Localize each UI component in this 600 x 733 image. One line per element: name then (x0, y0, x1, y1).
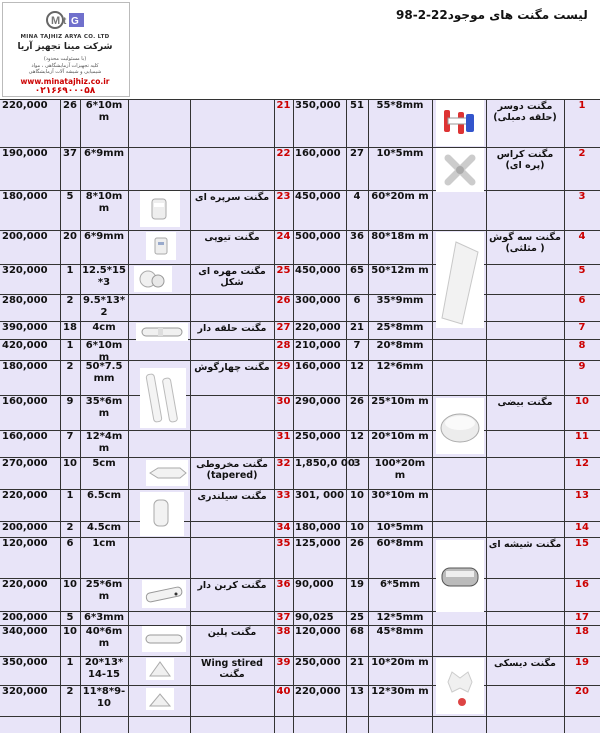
column-divider (432, 99, 433, 733)
size-right: 50*12m m (371, 265, 429, 276)
size-right: 20*10m m (371, 431, 429, 442)
size-left: 35*6m m (85, 396, 123, 419)
index-left: 35 (276, 538, 291, 549)
index-left: 27 (276, 322, 291, 333)
size-left: 1cm (92, 538, 116, 549)
index-left: 37 (276, 612, 291, 623)
count-right: 68 (350, 626, 364, 637)
price-right: 1,850,0 00 (295, 458, 355, 469)
price-table (0, 99, 600, 733)
column-divider (293, 99, 294, 733)
price-left: 340,000 (2, 626, 48, 637)
count-left: 26 (63, 100, 77, 111)
product-name-left: مگنت مهره ای شکل (198, 266, 266, 288)
index-left: 34 (276, 522, 291, 533)
index-left: 30 (276, 396, 291, 407)
count-right: 27 (350, 148, 364, 159)
price-left: 200,000 (2, 612, 48, 623)
product-name-left: Wing stired مگنت (201, 658, 263, 680)
ring-magnet-image (136, 323, 188, 341)
index-right: 18 (575, 626, 589, 637)
tapered-magnet-image (146, 460, 188, 486)
index-left: 24 (276, 231, 291, 242)
size-right: 12*30m m (371, 686, 429, 697)
size-right: 6*5mm (380, 579, 420, 590)
price-left: 160,000 (2, 396, 48, 407)
price-left: 190,000 (2, 148, 48, 159)
capped-magnet-image (140, 191, 180, 227)
column-divider (80, 99, 81, 733)
product-name-left: مگنت سرپره ای (194, 192, 270, 203)
size-right: 60*20m m (371, 191, 429, 202)
price-right: 301, 000 (295, 490, 345, 501)
index-right: 9 (578, 361, 586, 372)
index-right: 2 (578, 148, 586, 159)
size-right: 20*8mm (376, 340, 424, 351)
logo-desc-1: (با مسئولیت محدود) (43, 56, 87, 62)
index-left: 32 (276, 458, 291, 469)
cylindrical-magnet-image (140, 492, 184, 536)
column-divider (564, 99, 565, 733)
svg-text:G: G (71, 16, 79, 27)
size-right: 12*6mm (376, 361, 424, 372)
nut-magnet-image (134, 266, 172, 292)
size-right: 25*10m m (371, 396, 429, 407)
index-right: 6 (578, 295, 586, 306)
count-left: 1 (66, 657, 74, 668)
index-left: 25 (276, 265, 291, 276)
glass-magnet-image (436, 540, 484, 612)
price-right: 450,000 (295, 265, 341, 276)
index-left: 39 (276, 657, 291, 668)
size-left: 12.5*15 *3 (82, 265, 126, 288)
index-right: 8 (578, 340, 586, 351)
count-right: 13 (350, 686, 364, 697)
count-right: 10 (350, 490, 364, 501)
index-left: 23 (276, 191, 291, 202)
count-left: 37 (63, 148, 77, 159)
size-left: 20*13* 14-15 (84, 657, 124, 680)
price-right: 300,000 (295, 295, 341, 306)
size-left: 6*3mm (84, 612, 124, 623)
price-right: 90,025 (295, 612, 334, 623)
count-right: 65 (350, 265, 364, 276)
count-right: 36 (350, 231, 364, 242)
price-left: 320,000 (2, 265, 48, 276)
index-right: 19 (575, 657, 589, 668)
price-right: 450,000 (295, 191, 341, 202)
count-right: 4 (353, 191, 361, 202)
count-left: 18 (63, 322, 77, 333)
price-right: 220,000 (295, 686, 341, 697)
size-right: 10*5mm (376, 522, 424, 533)
count-left: 1 (66, 265, 74, 276)
index-right: 5 (578, 265, 586, 276)
mtg-logo-icon (45, 7, 87, 33)
size-right: 35*9mm (376, 295, 424, 306)
logo-company-fa: شرکت مینا تجهیز آریا (17, 42, 113, 52)
product-name-right: مگنت دیسکی (494, 658, 556, 669)
count-right: 21 (350, 657, 364, 668)
wing-magnet-image-1 (146, 658, 174, 680)
price-right: 160,000 (295, 361, 341, 372)
product-name-right: مگنت دوسر (حلقه دمبلی) (493, 101, 557, 123)
column-divider (274, 99, 275, 733)
count-left: 1 (66, 340, 74, 351)
count-left: 20 (63, 231, 77, 242)
count-left: 6 (66, 538, 74, 549)
index-left: 31 (276, 431, 291, 442)
index-right: 11 (575, 431, 589, 442)
index-left: 28 (276, 340, 291, 351)
count-left: 10 (63, 458, 77, 469)
product-name-right: مگنت سه گوش ( مثلثی) (489, 232, 561, 254)
count-right: 51 (350, 100, 364, 111)
product-name-right: مگنت کراس (پره ای) (496, 149, 554, 171)
price-left: 270,000 (2, 458, 48, 469)
size-left: 25*6m m (85, 579, 123, 602)
size-right: 45*8mm (376, 626, 424, 637)
wing-magnet-image-2 (146, 688, 174, 710)
oval-magnet-image (436, 398, 484, 454)
price-right: 220,000 (295, 322, 341, 333)
size-right: 10*5mm (376, 148, 424, 159)
count-left: 10 (63, 626, 77, 637)
size-left: 4cm (92, 322, 116, 333)
tube-magnet-image (146, 232, 176, 260)
count-right: 21 (350, 322, 364, 333)
price-left: 120,000 (2, 538, 48, 549)
size-right: 12*5mm (376, 612, 424, 623)
price-left: 220,000 (2, 100, 48, 111)
index-right: 20 (575, 686, 589, 697)
index-right: 12 (575, 458, 589, 469)
square-magnet-image (140, 368, 186, 428)
price-right: 180,000 (295, 522, 341, 533)
index-right: 14 (575, 522, 589, 533)
product-name-left: مگنت پلین (207, 627, 257, 638)
index-left: 36 (276, 579, 291, 590)
size-right: 10*20m m (371, 657, 429, 668)
price-right: 350,000 (295, 100, 341, 111)
price-left: 390,000 (2, 322, 48, 333)
price-left: 280,000 (2, 295, 48, 306)
count-right: 19 (350, 579, 364, 590)
count-right: 12 (350, 431, 364, 442)
logo-desc-2: کلیه تجهیزات آزمایشگاهی ، مواد (31, 63, 99, 69)
index-left: 40 (276, 686, 291, 697)
size-right: 55*8mm (376, 100, 424, 111)
price-left: 420,000 (2, 340, 48, 351)
price-left: 200,000 (2, 522, 48, 533)
index-left: 38 (276, 626, 291, 637)
column-divider (346, 99, 347, 733)
count-left: 10 (63, 579, 77, 590)
count-left: 2 (66, 686, 74, 697)
price-right: 120,000 (295, 626, 341, 637)
svg-text:M: M (51, 15, 61, 27)
svg-text:t: t (63, 16, 67, 27)
product-name-right: مگنت بیضی (497, 397, 553, 408)
row-divider (0, 716, 600, 717)
price-left: 350,000 (2, 657, 48, 668)
count-left: 2 (66, 295, 74, 306)
size-left: 11*8*9- 10 (82, 686, 126, 709)
index-right: 4 (578, 231, 586, 242)
size-left: 5cm (92, 458, 116, 469)
size-right: 100*20m m (374, 458, 426, 481)
logo-website[interactable]: www.minatajhiz.co.ir (20, 77, 110, 86)
size-left: 6*10m m (85, 100, 123, 123)
count-right: 12 (350, 361, 364, 372)
size-left: 6.5cm (86, 490, 122, 501)
count-right: 26 (350, 538, 364, 549)
index-right: 7 (578, 322, 586, 333)
size-right: 30*10m m (371, 490, 429, 501)
index-right: 13 (575, 490, 589, 501)
index-right: 15 (575, 538, 589, 549)
logo-phone: ۰۲۱۶۶۹۰۰۰۵۸ (34, 86, 96, 96)
count-left: 2 (66, 522, 74, 533)
count-right: 3 (353, 458, 361, 469)
triangle-magnet-image (436, 232, 484, 328)
count-right: 25 (350, 612, 364, 623)
product-name-left: مگنت مخروطی (tapered) (196, 459, 268, 481)
index-left: 29 (276, 361, 291, 372)
price-right: 290,000 (295, 396, 341, 407)
count-left: 5 (66, 191, 74, 202)
index-right: 3 (578, 191, 586, 202)
price-left: 160,000 (2, 431, 48, 442)
count-right: 6 (353, 295, 361, 306)
price-right: 500,000 (295, 231, 341, 242)
product-name-left: مگنت چهارگوش (194, 362, 270, 373)
logo-company-en: MINA TAJHIZ ARYA CO. LTD (20, 34, 110, 40)
count-left: 2 (66, 361, 74, 372)
count-right: 7 (353, 340, 361, 351)
column-divider (190, 99, 191, 733)
size-right: 80*18m m (371, 231, 429, 242)
page-header (0, 0, 600, 99)
logo-desc-3: شیمیایی و شیشه آلات آزمایشگاهی (28, 69, 102, 75)
price-right: 210,000 (295, 340, 341, 351)
product-name-left: مگنت حلقه دار (197, 323, 267, 334)
plain-magnet-image (142, 626, 186, 652)
price-left: 200,000 (2, 231, 48, 242)
price-right: 160,000 (295, 148, 341, 159)
index-right: 1 (578, 100, 586, 111)
size-left: 6*9mm (84, 231, 124, 242)
count-left: 1 (66, 490, 74, 501)
dumbbell-magnet-image (436, 100, 484, 146)
count-left: 5 (66, 612, 74, 623)
page-title: لیست مگنت های موجود22-2-98 (396, 8, 588, 22)
index-left: 26 (276, 295, 291, 306)
product-name-left: مگنت کربن دار (197, 580, 267, 591)
size-right: 60*8mm (376, 538, 424, 549)
price-right: 250,000 (295, 431, 341, 442)
count-left: 7 (66, 431, 74, 442)
product-name-right: مگنت شیشه ای (488, 539, 562, 550)
count-left: 9 (66, 396, 74, 407)
price-right: 90,000 (295, 579, 334, 590)
size-left: 50*7.5 mm (85, 361, 123, 384)
price-left: 180,000 (2, 191, 48, 202)
index-left: 33 (276, 490, 291, 501)
column-divider (486, 99, 487, 733)
column-divider (60, 99, 61, 733)
size-right: 25*8mm (376, 322, 424, 333)
count-right: 26 (350, 396, 364, 407)
price-left: 180,000 (2, 361, 48, 372)
count-right: 10 (350, 522, 364, 533)
size-left: 6*10m m (85, 340, 123, 363)
size-left: 4.5cm (86, 522, 122, 533)
index-left: 21 (276, 100, 291, 111)
company-logo (2, 2, 130, 97)
price-left: 320,000 (2, 686, 48, 697)
disc-magnet-image (436, 658, 484, 714)
column-divider (368, 99, 369, 733)
product-name-left: مگنت سیلندری (197, 491, 267, 502)
size-left: 8*10m m (85, 191, 123, 214)
price-right: 250,000 (295, 657, 341, 668)
product-name-left: مگنت تیوپی (204, 232, 260, 243)
carbon-magnet-image (142, 580, 186, 608)
price-left: 220,000 (2, 490, 48, 501)
size-left: 9.5*13* 2 (82, 295, 126, 318)
index-right: 16 (575, 579, 589, 590)
price-left: 220,000 (2, 579, 48, 590)
index-right: 10 (575, 396, 589, 407)
size-left: 12*4m m (85, 431, 123, 454)
column-divider (128, 99, 129, 733)
size-left: 40*6m m (85, 626, 123, 649)
size-left: 6*9mm (84, 148, 124, 159)
cross-magnet-image (436, 148, 484, 192)
index-right: 17 (575, 612, 589, 623)
index-left: 22 (276, 148, 291, 159)
price-right: 125,000 (295, 538, 341, 549)
